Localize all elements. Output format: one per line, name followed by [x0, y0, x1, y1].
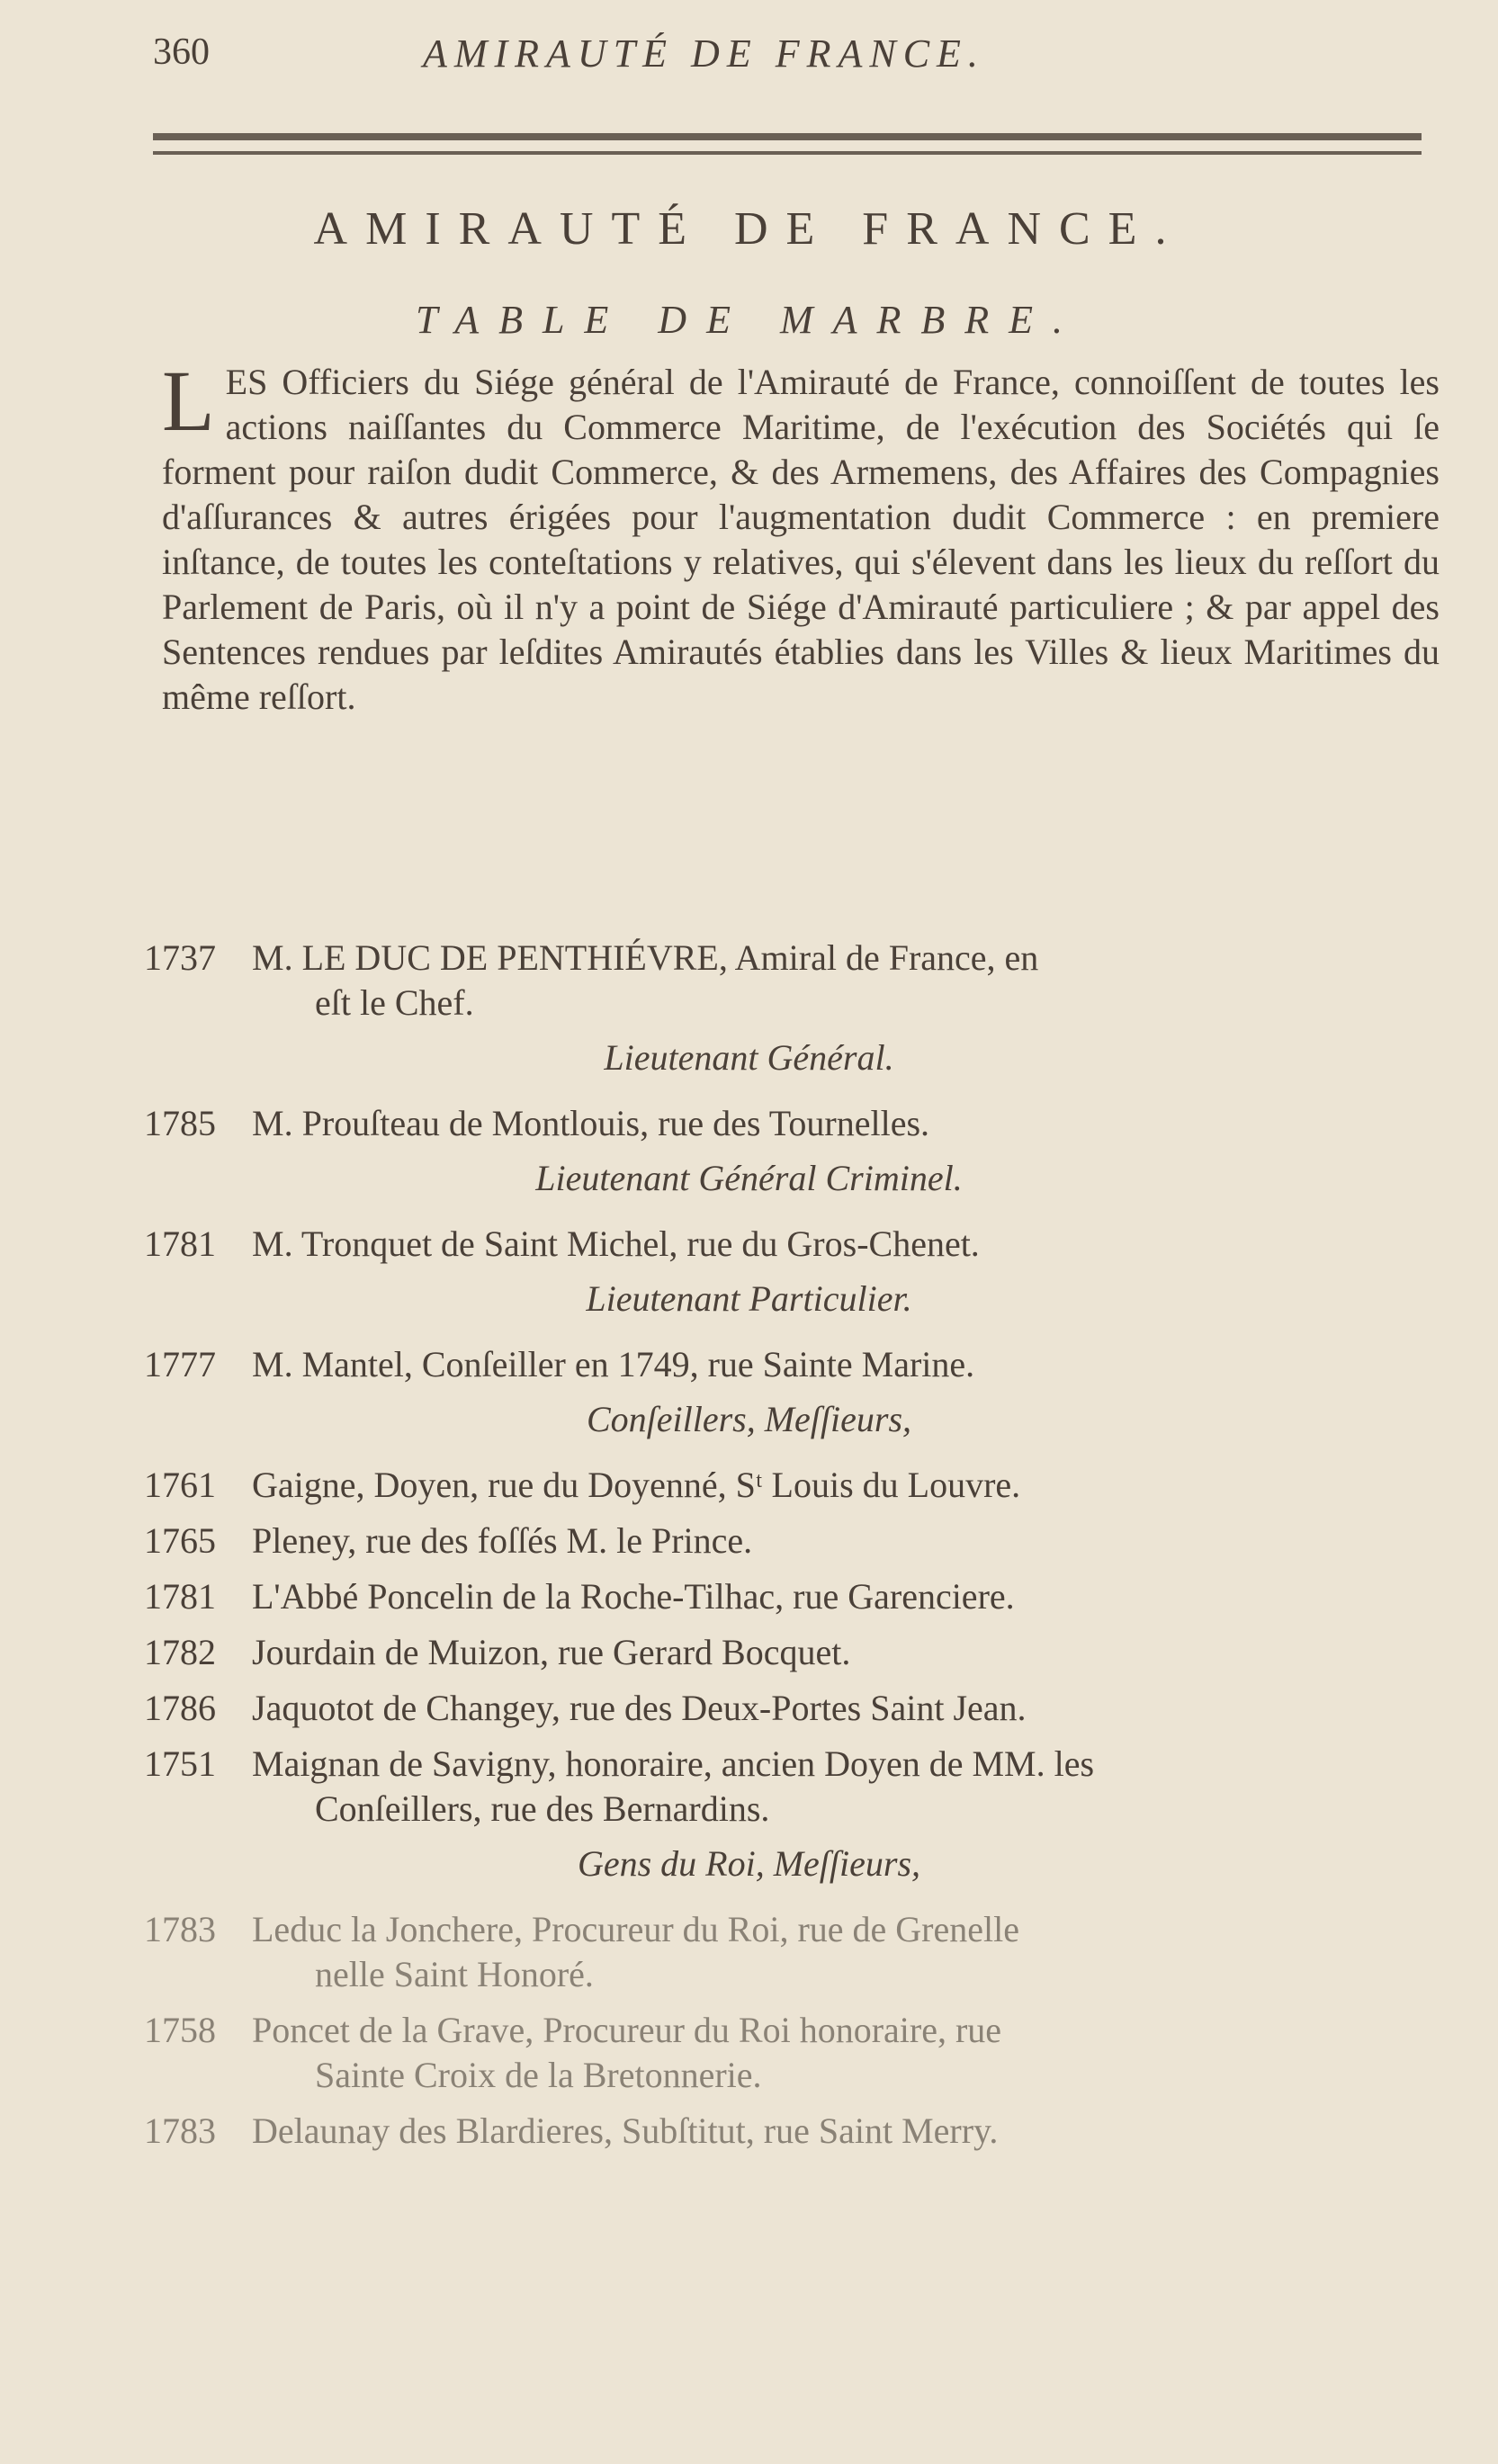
- section-heading: Lieutenant Général Criminel.: [535, 1158, 963, 1198]
- entry-text: Poncet de la Grave, Procureur du Roi honoraire, rue: [252, 2010, 1002, 2050]
- entry-text: L'Abbé Poncelin de la Roche-Tilhac, rue Garenciere.: [252, 1576, 1015, 1617]
- entry-year: 1765: [144, 1520, 216, 1561]
- entry-year: 1783: [144, 1909, 216, 1949]
- entry-year: 1781: [144, 1223, 216, 1264]
- entry-continuation: Conſeillers, rue des Bernardins.: [315, 1788, 770, 1829]
- page-title: AMIRAUTÉ DE FRANCE.: [313, 203, 1185, 255]
- entry-text: M. Prouſteau de Montlouis, rue des Tournelles.: [252, 1103, 930, 1143]
- entry-text: Jourdain de Muizon, rue Gerard Bocquet.: [252, 1632, 851, 1672]
- entry-year: 1783: [144, 2110, 216, 2151]
- roster-entry: [144, 2008, 1440, 2098]
- entry-year: 1782: [144, 1632, 216, 1672]
- roster-entry: [144, 1101, 1440, 1146]
- drop-cap: L: [162, 353, 215, 449]
- roster-entry: [144, 1463, 1440, 1508]
- entry-year: 1786: [144, 1688, 216, 1728]
- entry-year: 1781: [144, 1576, 216, 1617]
- header-rule: [153, 133, 1422, 140]
- entry-continuation: nelle Saint Honoré.: [315, 1954, 594, 1994]
- section-heading: Gens du Roi, Meſſieurs,: [577, 1843, 921, 1884]
- entry-text: Jaquotot de Changey, rue des Deux-Portes Saint Jean.: [252, 1688, 1027, 1728]
- entry-text: M. Mantel, Conſeiller en 1749, rue Sainte Marine.: [252, 1344, 975, 1384]
- entry-text: M. Tronquet de Saint Michel, rue du Gros-Chenet.: [252, 1223, 980, 1264]
- page-number: 360: [153, 31, 210, 73]
- entry-continuation: Sainte Croix de la Bretonnerie.: [315, 2055, 762, 2095]
- entry-year: 1761: [144, 1465, 216, 1505]
- intro-paragraph: [162, 353, 1440, 720]
- roster-entry: [144, 936, 1440, 1026]
- roster-entry: [144, 1519, 1440, 1564]
- intro-text: ES Officiers du Siége général de l'Amirauté de France, connoiſſent de toutes les actions naiſſantes du Commerce Maritime, de l'exécution des Sociétés qui ſe forment pour raiſon dudit Commerce, & des Armemens, des Affaires des Compagnies d'aſſurances & autres érigées pour l'augmentation dudit Commerce : en premiere inſtance, de toutes les conteſtations y relatives, qui s'élevent dans les lieux du reſſort du Parlement de Paris, où il n'y a point de Siége d'Amirauté particuliere ; & par appel des Sentences rendues par leſdites Amirautés établies dans les Villes & lieux Maritimes du même reſſort.: [162, 362, 1440, 717]
- roster-entry: [144, 1630, 1440, 1675]
- entry-continuation: eſt le Chef.: [315, 982, 474, 1023]
- entry-year: 1777: [144, 1344, 216, 1384]
- section-heading: Lieutenant Particulier.: [586, 1278, 912, 1319]
- entry-text: Maignan de Savigny, honoraire, ancien Doyen de MM. les: [252, 1743, 1095, 1784]
- roster-entry: [144, 1574, 1440, 1619]
- entry-year: 1785: [144, 1103, 216, 1143]
- roster-entry: [144, 1907, 1440, 1997]
- entry-text: Delaunay des Blardieres, Subſtitut, rue Saint Merry.: [252, 2110, 999, 2151]
- roster-entry: [144, 2109, 1440, 2154]
- entry-year: 1737: [144, 937, 216, 978]
- running-title: AMIRAUTÉ DE FRANCE.: [423, 31, 985, 76]
- roster-entry: [144, 1342, 1440, 1387]
- header-rule-thin: [153, 151, 1422, 155]
- entry-text: Leduc la Jonchere, Procureur du Roi, rue de Grenelle: [252, 1909, 1019, 1949]
- section-heading: Conſeillers, Meſſieurs,: [586, 1399, 912, 1439]
- roster-entry: [144, 1222, 1440, 1267]
- entry-year: 1758: [144, 2010, 216, 2050]
- entry-text: Gaigne, Doyen, rue du Doyenné, Sᵗ Louis du Louvre.: [252, 1465, 1021, 1505]
- section-heading: Lieutenant Général.: [604, 1037, 894, 1078]
- roster-entry: [144, 1742, 1440, 1832]
- entry-year: 1751: [144, 1743, 216, 1784]
- roster-entry: [144, 1686, 1440, 1731]
- entry-text: M. LE DUC DE PENTHIÉVRE, Amiral de France, en: [252, 937, 1039, 978]
- running-head: [153, 31, 1413, 94]
- page-subtitle: TABLE DE MARBRE.: [416, 298, 1082, 342]
- entry-text: Pleney, rue des foſſés M. le Prince.: [252, 1520, 753, 1561]
